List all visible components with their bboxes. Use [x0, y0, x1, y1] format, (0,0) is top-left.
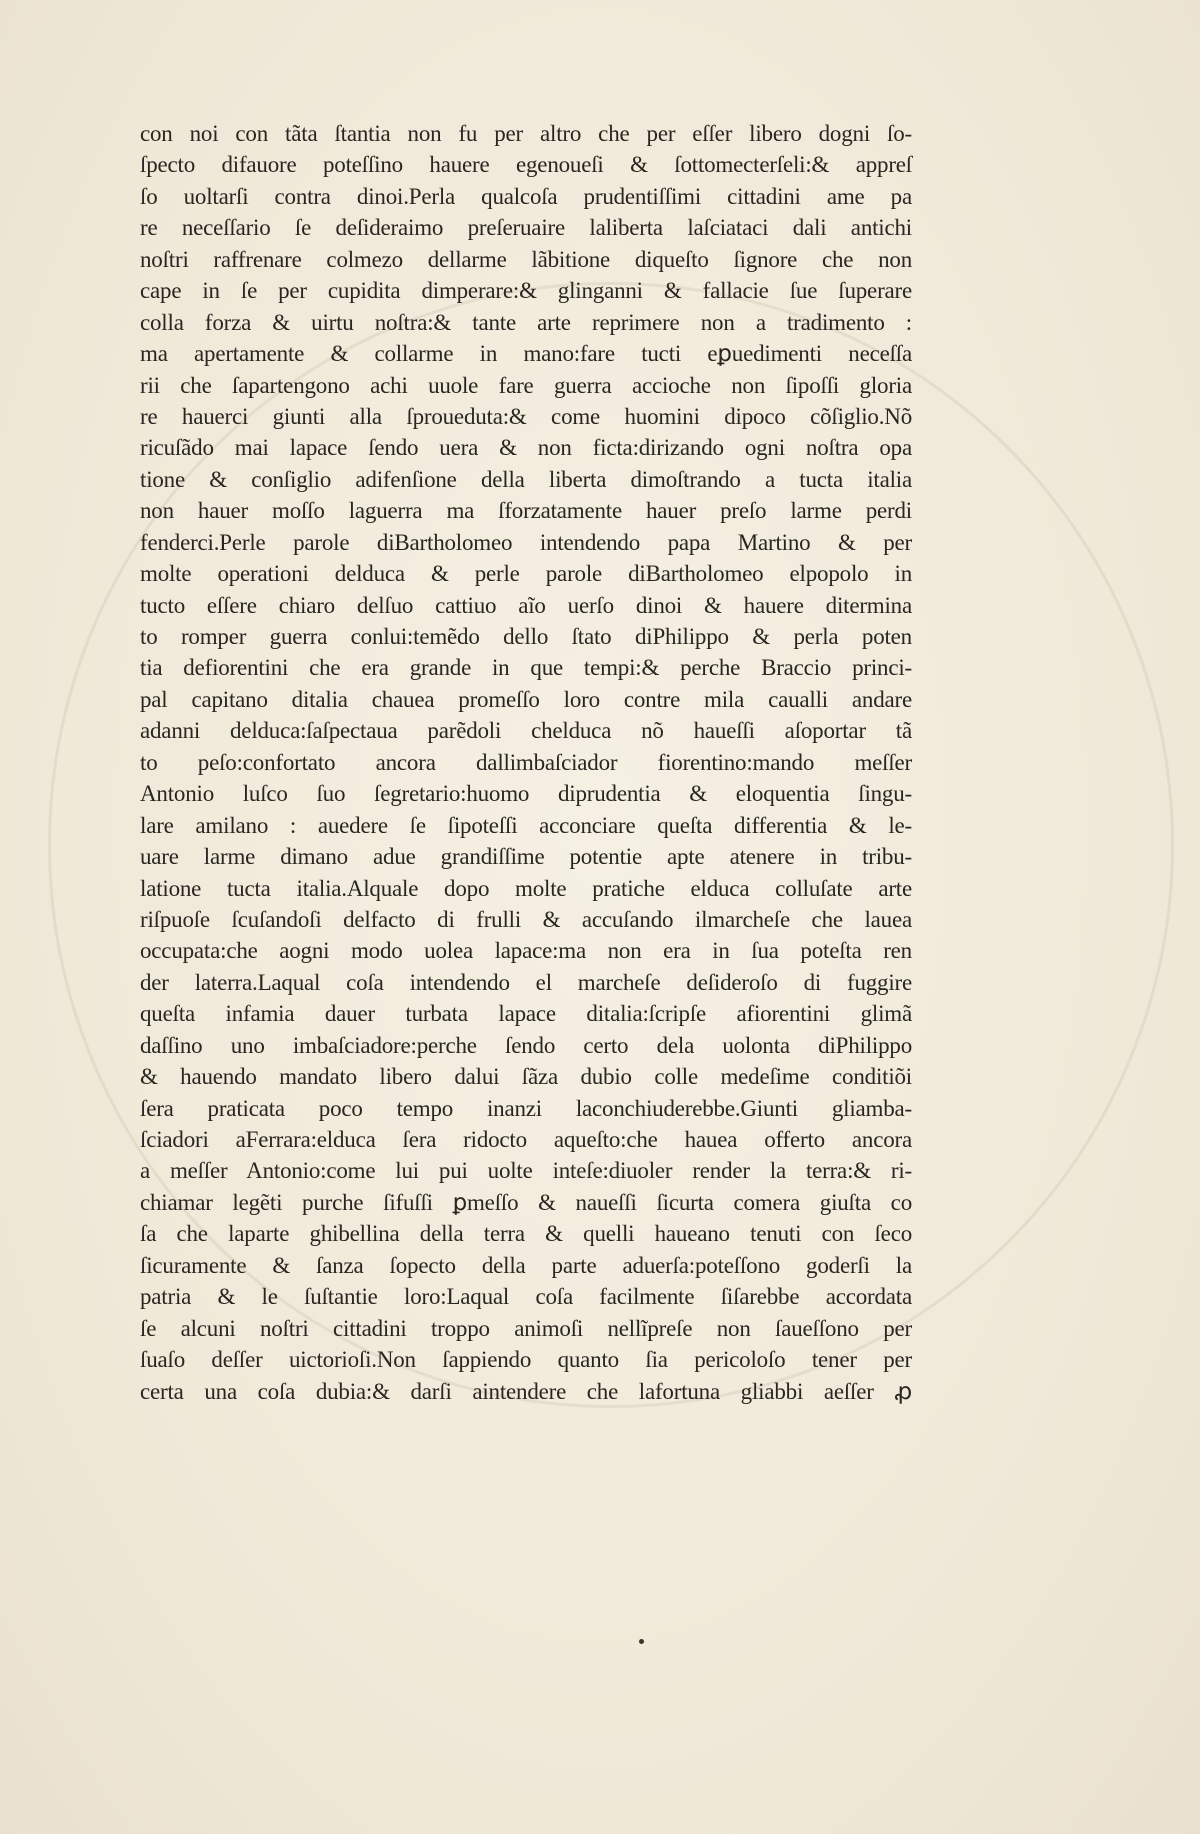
text-line: re neceſſario ſe deſideraimo preſeruaire laliberta laſciataci dali antichi [140, 215, 912, 241]
text-line: non hauer moſſo laguerra ma ſforzatamente hauer preſo larme perdi [140, 498, 912, 524]
text-line: latione tucta italia.Alquale dopo molte pratiche elduca colluſate arte [140, 875, 912, 901]
text-line: tione & conſiglio adifenſione della liberta dimoſtrando a tucta italia [140, 466, 912, 492]
text-line: noſtri raffrenare colmezo dellarme lãbitione diqueſto ſignore che non [140, 246, 912, 272]
text-line: ſe alcuni noſtri cittadini troppo animoſi nellĩpreſe non ſaueſſono per [140, 1315, 912, 1341]
text-line: ſpecto difauore poteſſino hauere egenoueſi & ſottomecterſeli:& appreſ [140, 152, 912, 178]
text-line: con noi con tãta ſtantia non fu per altro che per eſſer libero dogni ſo‑ [140, 121, 912, 146]
text-line: ma apertamente & collarme in mano:fare tucti eꝑuedimenti neceſſa [140, 341, 912, 367]
text-line: der laterra.Laqual coſa intendendo el marcheſe deſideroſo di fuggire [140, 969, 912, 995]
text-line: cape in ſe per cupidita dimperare:& glinganni & fallacie ſue ſuperare [140, 278, 912, 304]
text-line: tia defiorentini che era grande in que tempi:& perche Braccio princi‑ [140, 655, 912, 681]
text-line: occupata:che aogni modo uolea lapace:ma non era in ſua poteſta ren [140, 938, 912, 964]
text-line: ricuſãdo mai lapace ſendo uera & non ficta:dirizando ogni noſtra opa [140, 435, 912, 461]
text-line: certa una coſa dubia:& darſi aintendere che lafortuna gliabbi aeſſer ꝓ [140, 1378, 912, 1404]
text-line: ſicuramente & ſanza ſopecto della parte aduerſa:poteſſono goderſi la [140, 1252, 912, 1278]
text-line: ſciadori aFerrara:elduca ſera ridocto aqueſto:che hauea offerto ancora [140, 1127, 912, 1152]
body-text [140, 118, 912, 1407]
text-line: queſta infamia dauer turbata lapace ditalia:ſcripſe afiorentini glimã [140, 1001, 912, 1027]
text-line: pal capitano ditalia chauea promeſſo loro contre mila caualli andare [140, 686, 912, 712]
text-line: uare larme dimano adue grandiſſime potentie apte atenere in tribu‑ [140, 844, 912, 870]
text-line: patria & le ſuſtantie loro:Laqual coſa facilmente ſiſarebbe accordata [140, 1284, 912, 1310]
text-line: fenderci.Perle parole diBartholomeo intendendo papa Martino & per [140, 529, 912, 555]
text-line: to peſo:confortato ancora dallimbaſciador fiorentino:mando meſſer [140, 749, 912, 775]
text-line: colla forza & uirtu noſtra:& tante arte reprimere non a tradimento : [140, 309, 912, 335]
text-line: ſo uoltarſi contra dinoi.Perla qualcoſa prudentiſſimi cittadini ame pa [140, 183, 912, 209]
text-line: chiamar legẽti purche ſifuſſi ꝑmeſſo & naueſſi ſicurta comera giuſta co [140, 1189, 912, 1215]
text-line: a meſſer Antonio:come lui pui uolte inteſe:diuoler render la terra:& ri‑ [140, 1158, 912, 1184]
text-line: riſpuoſe ſcuſandoſi delfacto di frulli & accuſando ilmarcheſe che lauea [140, 906, 912, 932]
text-line: rii che ſapartengono achi uuole fare guerra accioche non ſipoſſi gloria [140, 372, 912, 398]
text-line: ſuaſo deſſer uictorioſi.Non ſappiendo quanto ſia pericoloſo tener per [140, 1347, 912, 1373]
text-line: daſſino uno imbaſciadore:perche ſendo certo dela uolonta diPhilippo [140, 1032, 912, 1058]
text-line: & hauendo mandato libero dalui ſãza dubio colle medeſime conditiõi [140, 1064, 912, 1090]
text-line: to romper guerra conlui:temẽdo dello ſtato diPhilippo & perla poten [140, 624, 912, 649]
text-line: ſa che laparte ghibellina della terra & quelli haueano tenuti con ſeco [140, 1221, 912, 1247]
text-line: adanni delduca:ſaſpectaua parẽdoli chelduca nõ haueſſi aſoportar tã [140, 718, 912, 744]
text-line: molte operationi delduca & perle parole diBartholomeo elpopolo in [140, 561, 912, 587]
text-line: lare amilano : auedere ſe ſipoteſſi acconciare queſta differentia & le‑ [140, 812, 912, 838]
text-line: ſera praticata poco tempo inanzi laconchiuderebbe.Giunti gliamba‑ [140, 1095, 912, 1121]
text-line: Antonio luſco ſuo ſegretario:huomo diprudentia & eloquentia ſingu‑ [140, 781, 912, 807]
ink-dot [639, 1639, 644, 1644]
text-line: re hauerci giunti alla ſproueduta:& come huomini dipoco cõſiglio.Nõ [140, 403, 912, 429]
text-line: tucto eſſere chiaro delſuo cattiuo aĩo uerſo dinoi & hauere ditermina [140, 592, 912, 618]
